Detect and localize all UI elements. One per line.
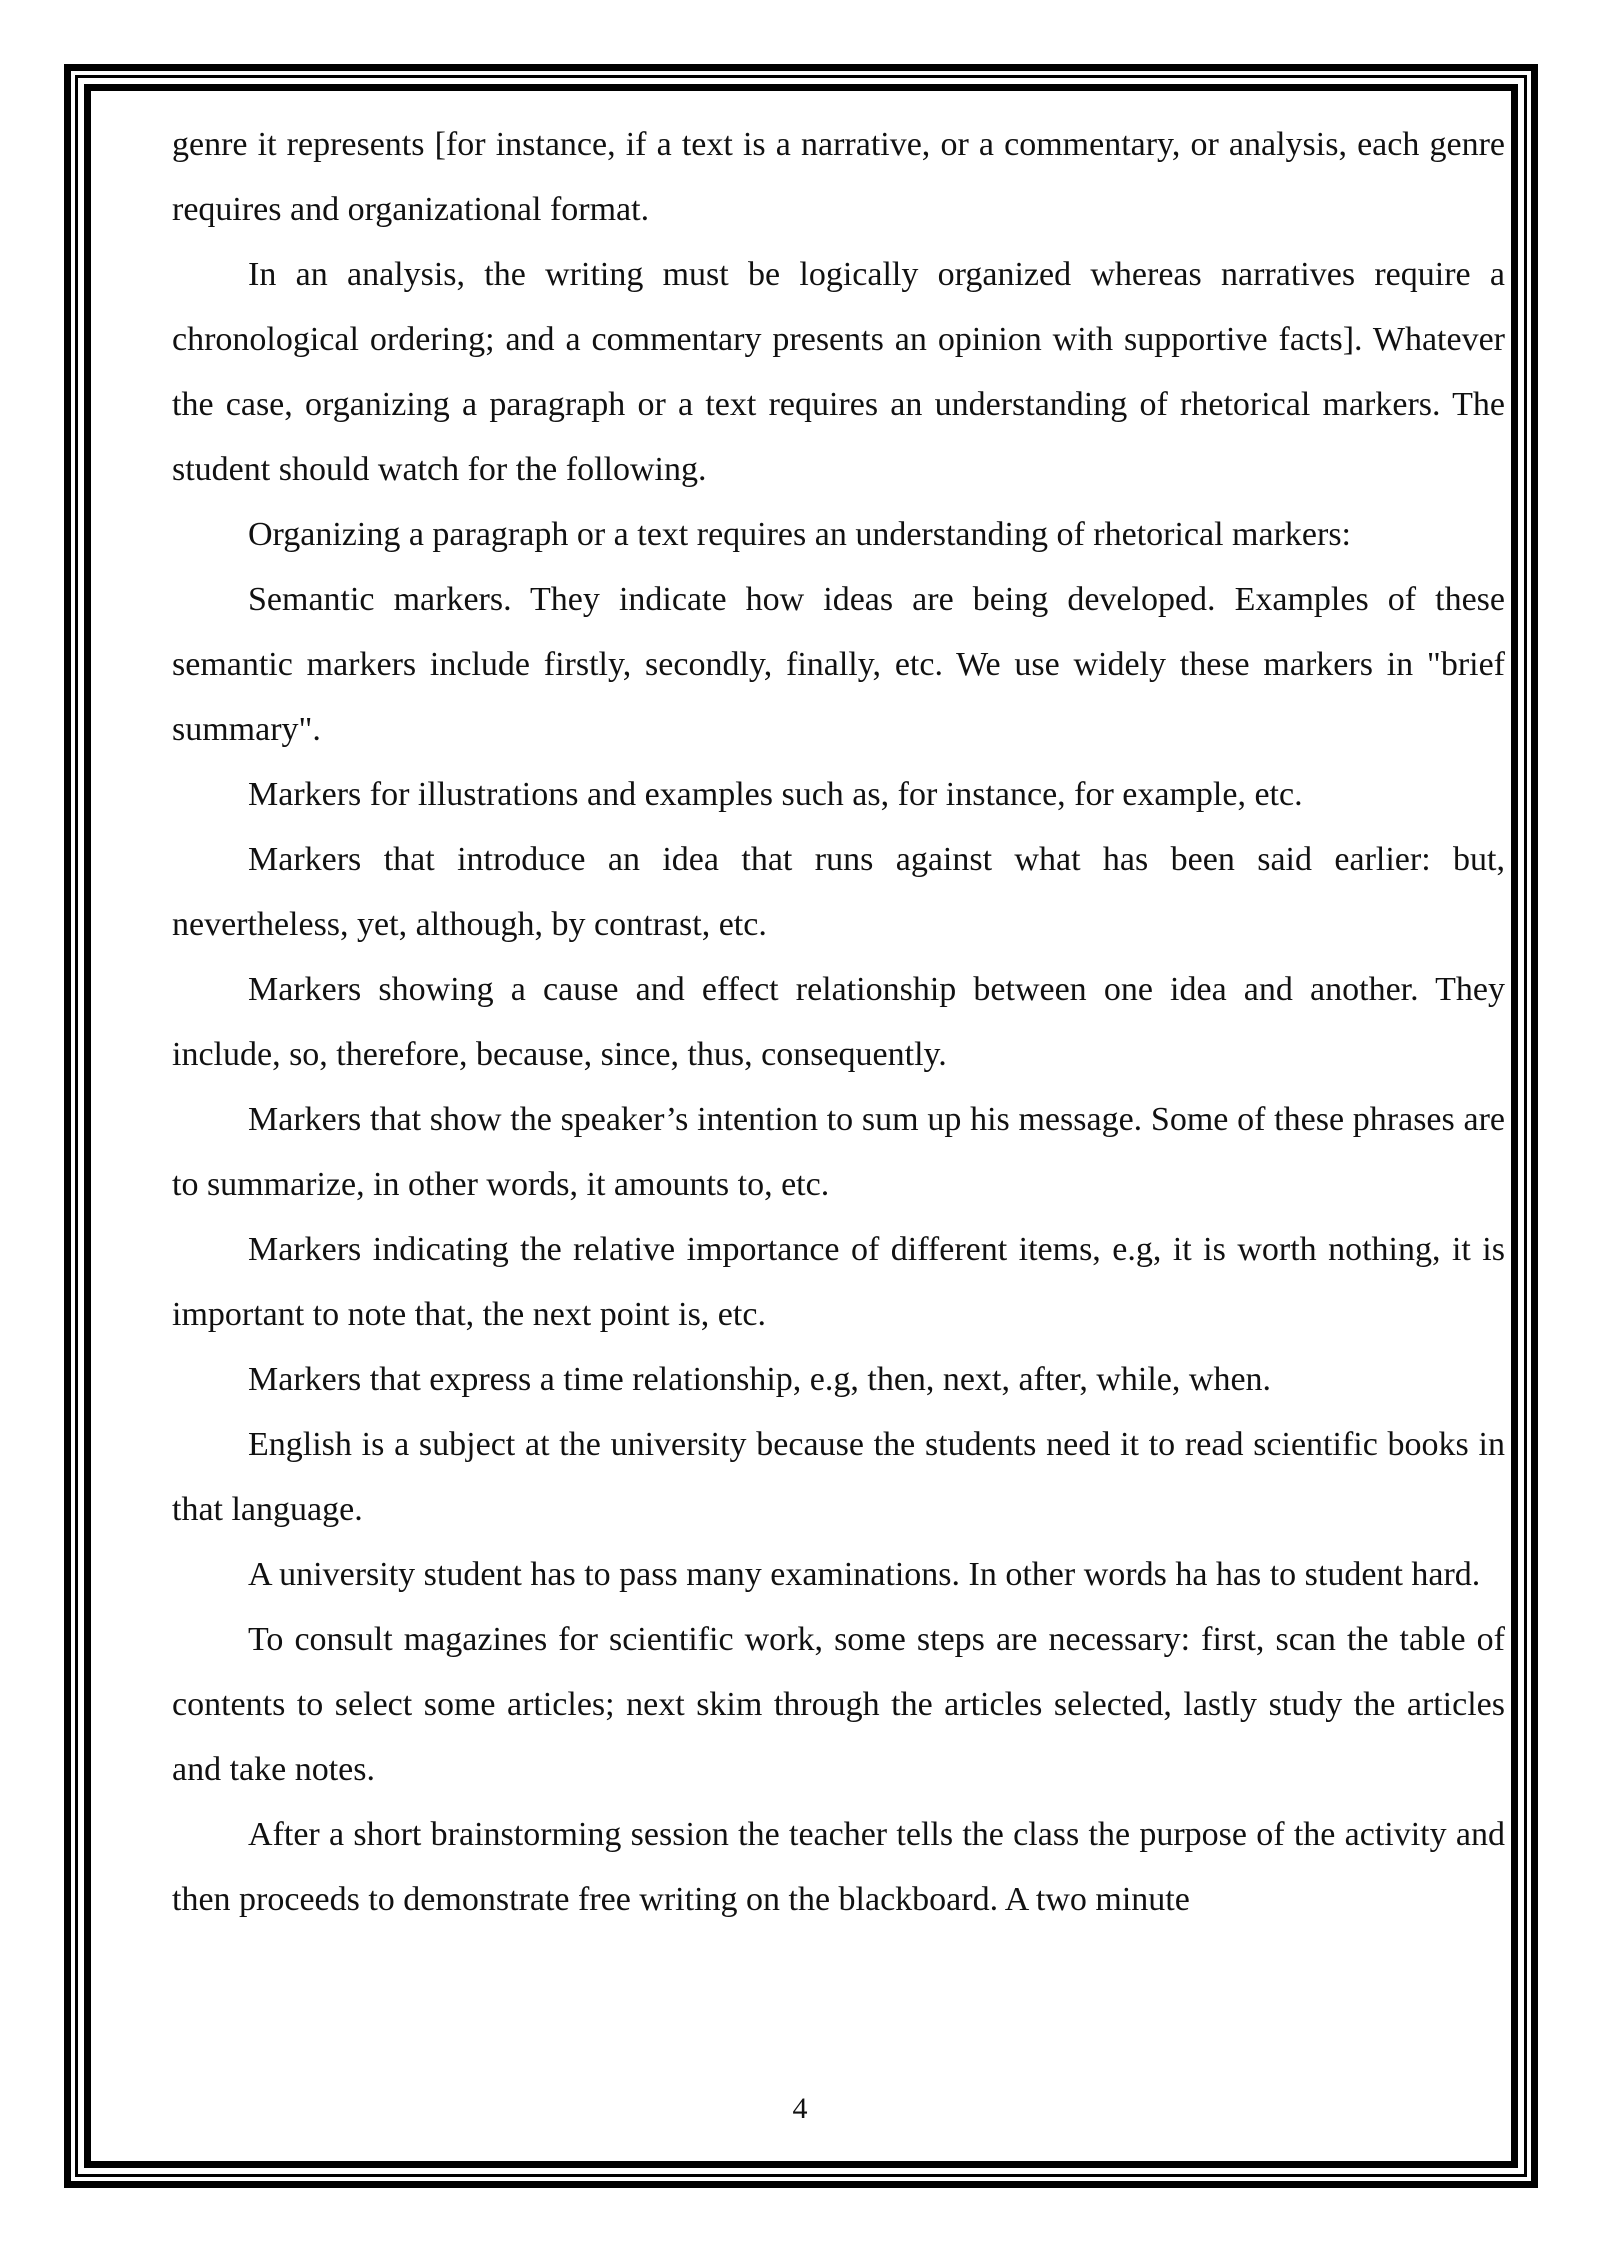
paragraph: After a short brainstorming session the teacher tells the class the purpose of the activity and then proceeds to demonstrate free writing on the blackboard. A two minute [172,1816,1505,1918]
paragraph: Markers that show the speaker’s intention to sum up his message. Some of these phrases are to summarize, in other words, it amounts to, etc. [172,1101,1505,1203]
paragraph: Organizing a paragraph or a text requires an understanding of rhetorical markers: [248,516,1351,553]
paragraph: In an analysis, the writing must be logically organized whereas narratives require a chronological ordering; and a commentary presents an opinion with supportive facts]. Whatever the case, organizing a paragraph or a text requires an understanding of rhetorical markers. The student should watch for the following. [172,256,1505,488]
paragraph: A university student has to pass many examinations. In other words ha has to student hard. [248,1556,1481,1593]
paragraph: English is a subject at the university because the students need it to read scientific books in that language. [172,1426,1505,1528]
page-number: 4 [792,2092,808,2125]
paragraph: Markers showing a cause and effect relationship between one idea and another. They include, so, therefore, because, since, thus, consequently. [172,971,1505,1073]
paragraph: Markers indicating the relative importance of different items, e.g, it is worth nothing, it is important to note that, the next point is, etc. [172,1231,1505,1333]
body-text [172,112,1505,1932]
paragraph: Markers that express a time relationship, e.g, then, next, after, while, when. [248,1361,1272,1398]
paragraph: To consult magazines for scientific work, some steps are necessary: first, scan the table of contents to select some articles; next skim through the articles selected, lastly study the articles and take notes. [172,1621,1505,1788]
paragraph: Markers that introduce an idea that runs against what has been said earlier: but, nevertheless, yet, although, by contrast, etc. [172,841,1505,943]
paragraph: Markers for illustrations and examples such as, for instance, for example, etc. [248,776,1303,813]
paragraph: Semantic markers. They indicate how ideas are being developed. Examples of these semantic markers include firstly, secondly, finally, etc. We use widely these markers in "brief summary". [172,581,1505,748]
paragraph-continuation: genre it represents [for instance, if a text is a narrative, or a commentary, or analysis, each genre requires and organizational format. [172,126,1505,228]
